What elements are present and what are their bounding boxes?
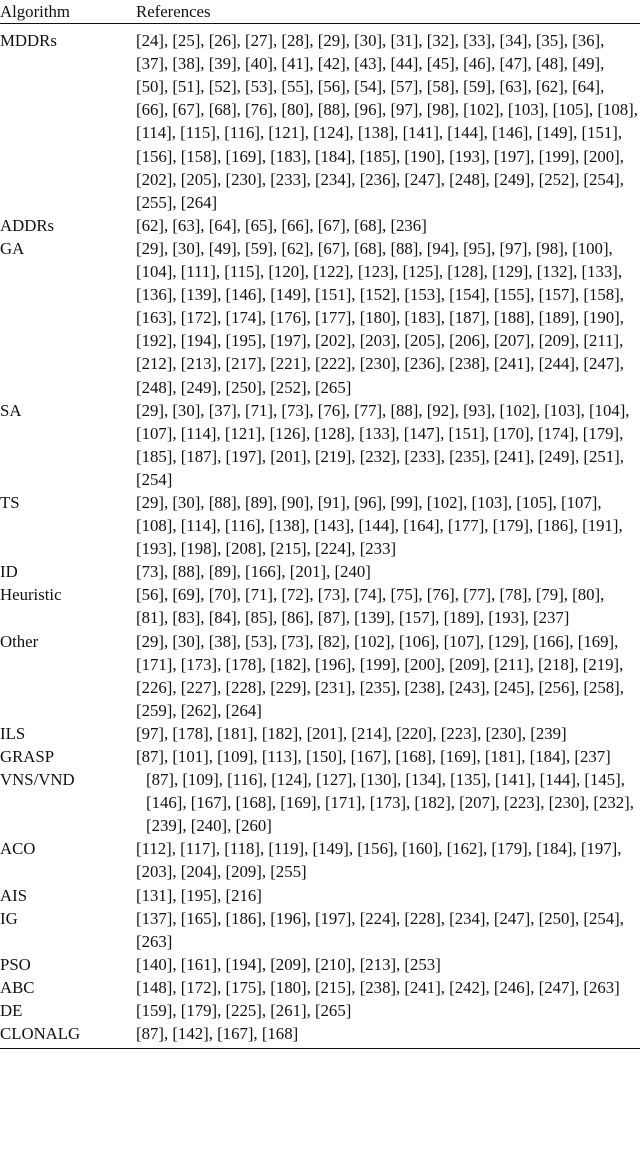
table-row	[0, 491, 640, 560]
table-row	[0, 884, 640, 907]
references-cell: [56], [69], [70], [71], [72], [73], [74], [75], [76], [77], [78], [79], [80], [81], [83], [84], [85], [86], [87], [139], [157], [189], [193], [237]	[136, 585, 605, 628]
algorithm-column-header: Algorithm	[0, 2, 70, 21]
table-body	[0, 24, 640, 1049]
algorithm-cell: PSO	[0, 954, 31, 974]
references-cell: [159], [179], [225], [261], [265]	[136, 1001, 352, 1021]
references-cell: [73], [88], [89], [166], [201], [240]	[136, 562, 371, 582]
algorithm-cell: AIS	[0, 885, 28, 905]
references-cell: [112], [117], [118], [119], [149], [156], [160], [162], [179], [184], [197], [203], [204], [209], [255]	[136, 839, 622, 882]
references-column-header: References	[136, 2, 211, 21]
table-row	[0, 953, 640, 976]
references-cell: [62], [63], [64], [65], [66], [67], [68], [236]	[136, 215, 427, 235]
references-cell: [29], [30], [37], [71], [73], [76], [77], [88], [92], [93], [102], [103], [104], [107], [114], [121], [126], [128], [133], [147], [151], [170], [174], [179], [185], [187], [197], [201], [219], [232], [233], [235], [241], [249], [251], [254]	[136, 400, 630, 489]
algorithm-cell: ABC	[0, 977, 35, 997]
references-cell: [29], [30], [49], [59], [62], [67], [68], [88], [94], [95], [97], [98], [100], [104], [111], [115], [120], [122], [123], [125], [128], [129], [132], [133], [136], [139], [146], [149], [151], [152], [153], [154], [155], [157], [158], [163], [172], [174], [176], [177], [180], [183], [187], [188], [189], [190], [192], [194], [195], [197], [202], [203], [205], [206], [207], [209], [211], [212], [213], [217], [221], [222], [230], [236], [238], [241], [244], [247], [248], [249], [250], [252], [265]	[136, 238, 624, 397]
table-row	[0, 999, 640, 1022]
algorithm-cell: SA	[0, 400, 22, 420]
algorithm-cell: MDDRs	[0, 31, 57, 51]
table-row	[0, 24, 640, 214]
references-cell: [137], [165], [186], [196], [197], [224], [228], [234], [247], [250], [254], [263]	[136, 908, 624, 951]
references-cell: [87], [109], [116], [124], [127], [130], [134], [135], [141], [144], [145], [146], [167], [168], [169], [171], [173], [182], [207], [223], [230], [232], [239], [240], [260]	[146, 770, 634, 836]
references-cell: [97], [178], [181], [182], [201], [214], [220], [223], [230], [239]	[136, 723, 567, 743]
references-cell: [87], [101], [109], [113], [150], [167], [168], [169], [181], [184], [237]	[136, 747, 611, 766]
table-header	[0, 0, 640, 24]
algorithm-cell: GRASP	[0, 747, 55, 766]
references-cell: [140], [161], [194], [209], [210], [213], [253]	[136, 954, 441, 974]
table-row	[0, 745, 640, 768]
table-row	[0, 583, 640, 629]
algorithm-cell: ADDRs	[0, 215, 55, 235]
references-cell: [87], [142], [167], [168]	[136, 1024, 299, 1044]
algorithm-cell: Other	[0, 631, 39, 651]
table-row	[0, 630, 640, 722]
algorithm-cell: DE	[0, 1001, 23, 1021]
table-row	[0, 907, 640, 953]
algorithm-cell: GA	[0, 238, 25, 258]
references-cell: [29], [30], [88], [89], [90], [91], [96], [99], [102], [103], [105], [107], [108], [114], [116], [138], [143], [144], [164], [177], [179], [186], [191], [193], [198], [208], [215], [224], [233]	[136, 492, 623, 559]
references-cell: [148], [172], [175], [180], [215], [238], [241], [242], [246], [247], [263]	[136, 977, 620, 997]
table-row	[0, 722, 640, 745]
algorithm-cell: Heuristic	[0, 585, 62, 605]
table-row	[0, 1022, 640, 1049]
algorithm-cell: IG	[0, 908, 18, 928]
references-cell: [131], [195], [216]	[136, 885, 262, 905]
algorithm-cell: ILS	[0, 723, 26, 743]
algorithm-cell: TS	[0, 492, 20, 512]
references-cell: [29], [30], [38], [53], [73], [82], [102], [106], [107], [129], [166], [169], [171], [173], [178], [182], [196], [199], [200], [209], [211], [218], [219], [226], [227], [228], [229], [231], [235], [238], [243], [245], [256], [258], [259], [262], [264]	[136, 631, 624, 720]
table-row	[0, 237, 640, 399]
algorithm-cell: ACO	[0, 839, 36, 859]
table-row	[0, 976, 640, 999]
table-row	[0, 768, 640, 837]
table-row	[0, 399, 640, 491]
algorithm-cell: VNS/VND	[0, 770, 75, 790]
algorithm-cell: CLONALG	[0, 1024, 81, 1044]
table-row	[0, 560, 640, 583]
references-cell: [24], [25], [26], [27], [28], [29], [30], [31], [32], [33], [34], [35], [36], [37], [38], [39], [40], [41], [42], [43], [44], [45], [46], [47], [48], [49], [50], [51], [52], [53], [55], [56], [54], [57], [58], [59], [63], [62], [64], [66], [67], [68], [76], [80], [88], [96], [97], [98], [102], [103], [105], [108], [114], [115], [116], [121], [124], [138], [141], [144], [146], [149], [151], [156], [158], [169], [183], [184], [185], [190], [193], [197], [199], [200], [202], [205], [230], [233], [234], [236], [247], [248], [249], [252], [254], [255], [264]	[136, 31, 638, 212]
header-row	[0, 0, 640, 24]
table-row	[0, 214, 640, 237]
table-row	[0, 837, 640, 883]
algorithm-cell: ID	[0, 562, 18, 582]
